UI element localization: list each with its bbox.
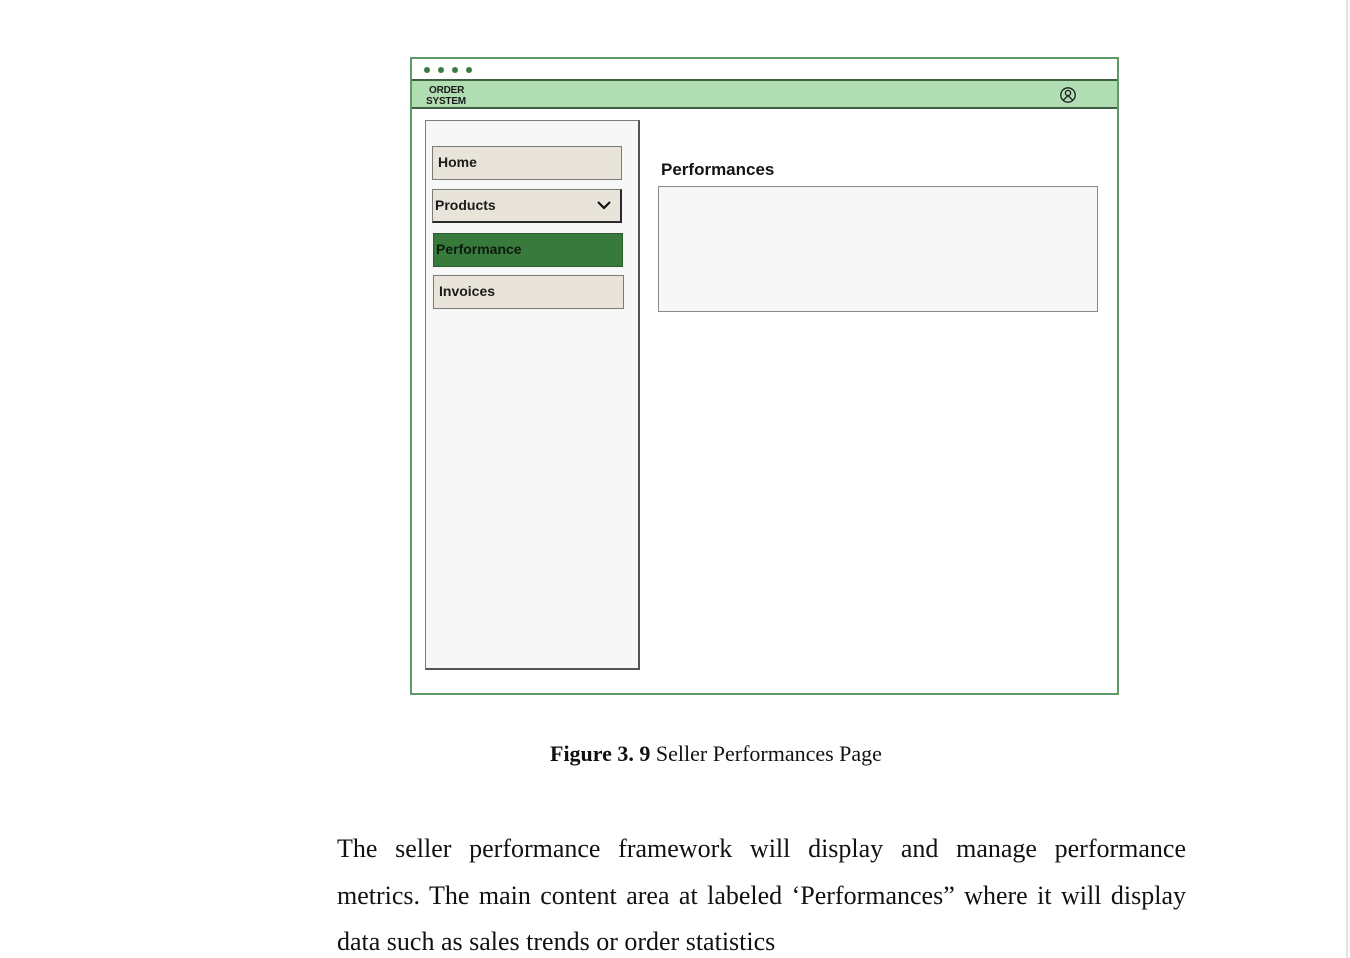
- window-dot-icon: [424, 67, 430, 73]
- wireframe-figure: [410, 57, 1119, 695]
- paragraph-line: metrics. The main content area at labeled ‘Performances” where it will display: [337, 880, 1186, 910]
- paragraph-line: The seller performance framework will display and manage performance: [337, 834, 1186, 863]
- nav-item-performance[interactable]: [433, 233, 623, 267]
- figure-caption-label: Figure 3. 9: [550, 741, 651, 766]
- window-dot-icon: [452, 67, 458, 73]
- window-dot-icon: [466, 67, 472, 73]
- figure-caption-text: Seller Performances Page: [655, 741, 882, 766]
- performance-content-area: [658, 186, 1098, 312]
- user-circle-icon[interactable]: [1059, 86, 1077, 104]
- app-logo[interactable]: [426, 86, 486, 107]
- nav-item-products-label: Products: [435, 197, 496, 213]
- nav-item-home[interactable]: [432, 146, 622, 180]
- logo-line-2: SYSTEM: [426, 95, 466, 107]
- body-paragraph: [337, 826, 1186, 958]
- nav-item-invoices[interactable]: [433, 275, 624, 309]
- app-header: [412, 79, 1117, 109]
- window-titlebar: [412, 59, 1117, 79]
- nav-item-home-label: Home: [438, 154, 477, 170]
- logo-line-1: ORDER: [429, 85, 465, 96]
- figure-caption: [550, 741, 882, 767]
- paragraph-line: data such as sales trends or order statistics: [337, 927, 776, 956]
- sidebar: [425, 120, 640, 670]
- window-dot-icon: [438, 67, 444, 73]
- page-edge: [1346, 0, 1348, 958]
- nav-item-performance-label: Performance: [436, 241, 522, 257]
- chevron-down-icon: [596, 199, 612, 211]
- nav-item-products[interactable]: [432, 189, 622, 223]
- section-title: Performances: [661, 160, 775, 179]
- nav-item-invoices-label: Invoices: [439, 283, 496, 299]
